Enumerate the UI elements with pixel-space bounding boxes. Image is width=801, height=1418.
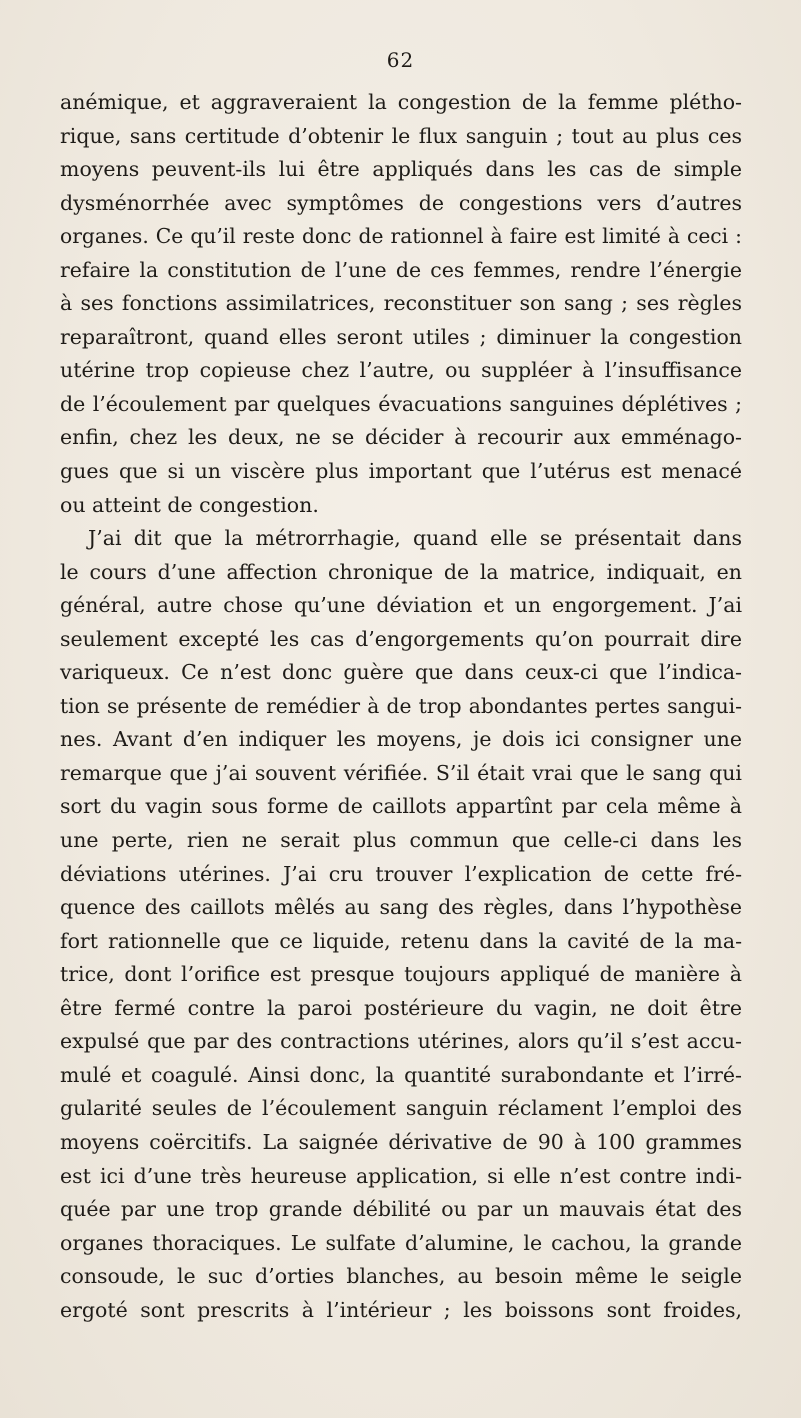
text-line: reparaîtront, quand elles seront utiles ; diminuer la congestion [60,324,742,349]
text-line: général, autre chose qu’une déviation et un engorgement. J’ai [60,593,742,618]
text-line: organes. Ce qu’il reste donc de rationnel à faire est limité à ceci : [60,224,742,249]
text-line: seulement excepté les cas d’engorgements qu’on pourrait dire [60,626,742,651]
text-line: utérine trop copieuse chez l’autre, ou suppléer à l’insuffisance [60,358,742,383]
text-line: variqueux. Ce n’est donc guère que dans ceux-ci que l’indica- [60,660,742,685]
text-line: le cours d’une affection chronique de la matrice, indiquait, en [60,559,742,584]
text-line: est ici d’une très heureuse application, si elle n’est contre indi- [60,1163,742,1188]
text-line: J’ai dit que la métrorrhagie, quand elle se présentait dans [88,526,742,551]
text-line: remarque que j’ai souvent vérifiée. S’il était vrai que le sang qui [60,760,742,785]
text-line: rique, sans certitude d’obtenir le flux sanguin ; tout au plus ces [60,123,742,148]
text-line: gues que si un viscère plus important que l’utérus est menacé [60,459,742,484]
text-line: anémique, et aggraveraient la congestion de la femme plétho- [60,90,742,114]
text-line: trice, dont l’orifice est presque toujours appliqué de manière à [60,962,742,987]
text-line: organes thoraciques. Le sulfate d’alumine, le cachou, la grande [60,1230,742,1255]
text-line: gularité seules de l’écoulement sanguin réclament l’emploi des [60,1096,742,1121]
text-line: être fermé contre la paroi postérieure du vagin, ne doit être [60,995,742,1020]
text-line: à ses fonctions assimilatrices, reconstituer son sang ; ses règles [60,291,742,316]
text-line: dysménorrhée avec symptômes de congestions vers d’autres [60,190,742,215]
text-line: moyens coërcitifs. La saignée dérivative de 90 à 100 grammes [60,1129,742,1154]
page-number: 62 [386,48,415,72]
text-line: mulé et coagulé. Ainsi donc, la quantité surabondante et l’irré- [60,1062,742,1087]
text-line: moyens peuvent-ils lui être appliqués dans les cas de simple [60,157,742,182]
text-line: une perte, rien ne serait plus commun que celle-ci dans les [60,828,742,853]
text-line: ou atteint de congestion. [60,492,319,517]
text-line: nes. Avant d’en indiquer les moyens, je dois ici consigner une [60,727,742,752]
text-line: déviations utérines. J’ai cru trouver l’explication de cette fré- [60,861,742,886]
text-line: sort du vagin sous forme de caillots appartînt par cela même à [60,794,742,819]
text-line: expulsé que par des contractions utérines, alors qu’il s’est accu- [60,1029,742,1054]
text-line: de l’écoulement par quelques évacuations sanguines déplétives ; [60,391,742,416]
text-line: ergoté sont prescrits à l’intérieur ; les boissons sont froides, [60,1297,742,1322]
text-line: tion se présente de remédier à de trop abondantes pertes sangui- [60,693,742,718]
body-text [60,86,742,1327]
text-line: quence des caillots mêlés au sang des règles, dans l’hypothèse [60,895,742,920]
text-line: refaire la constitution de l’une de ces femmes, rendre l’énergie [60,257,742,282]
text-line: quée par une trop grande débilité ou par un mauvais état des [60,1197,742,1222]
text-line: consoude, le suc d’orties blanches, au besoin même le seigle [60,1264,742,1289]
text-line: enfin, chez les deux, ne se décider à recourir aux emménago- [60,425,742,450]
text-line: fort rationnelle que ce liquide, retenu dans la cavité de la ma- [60,928,742,953]
